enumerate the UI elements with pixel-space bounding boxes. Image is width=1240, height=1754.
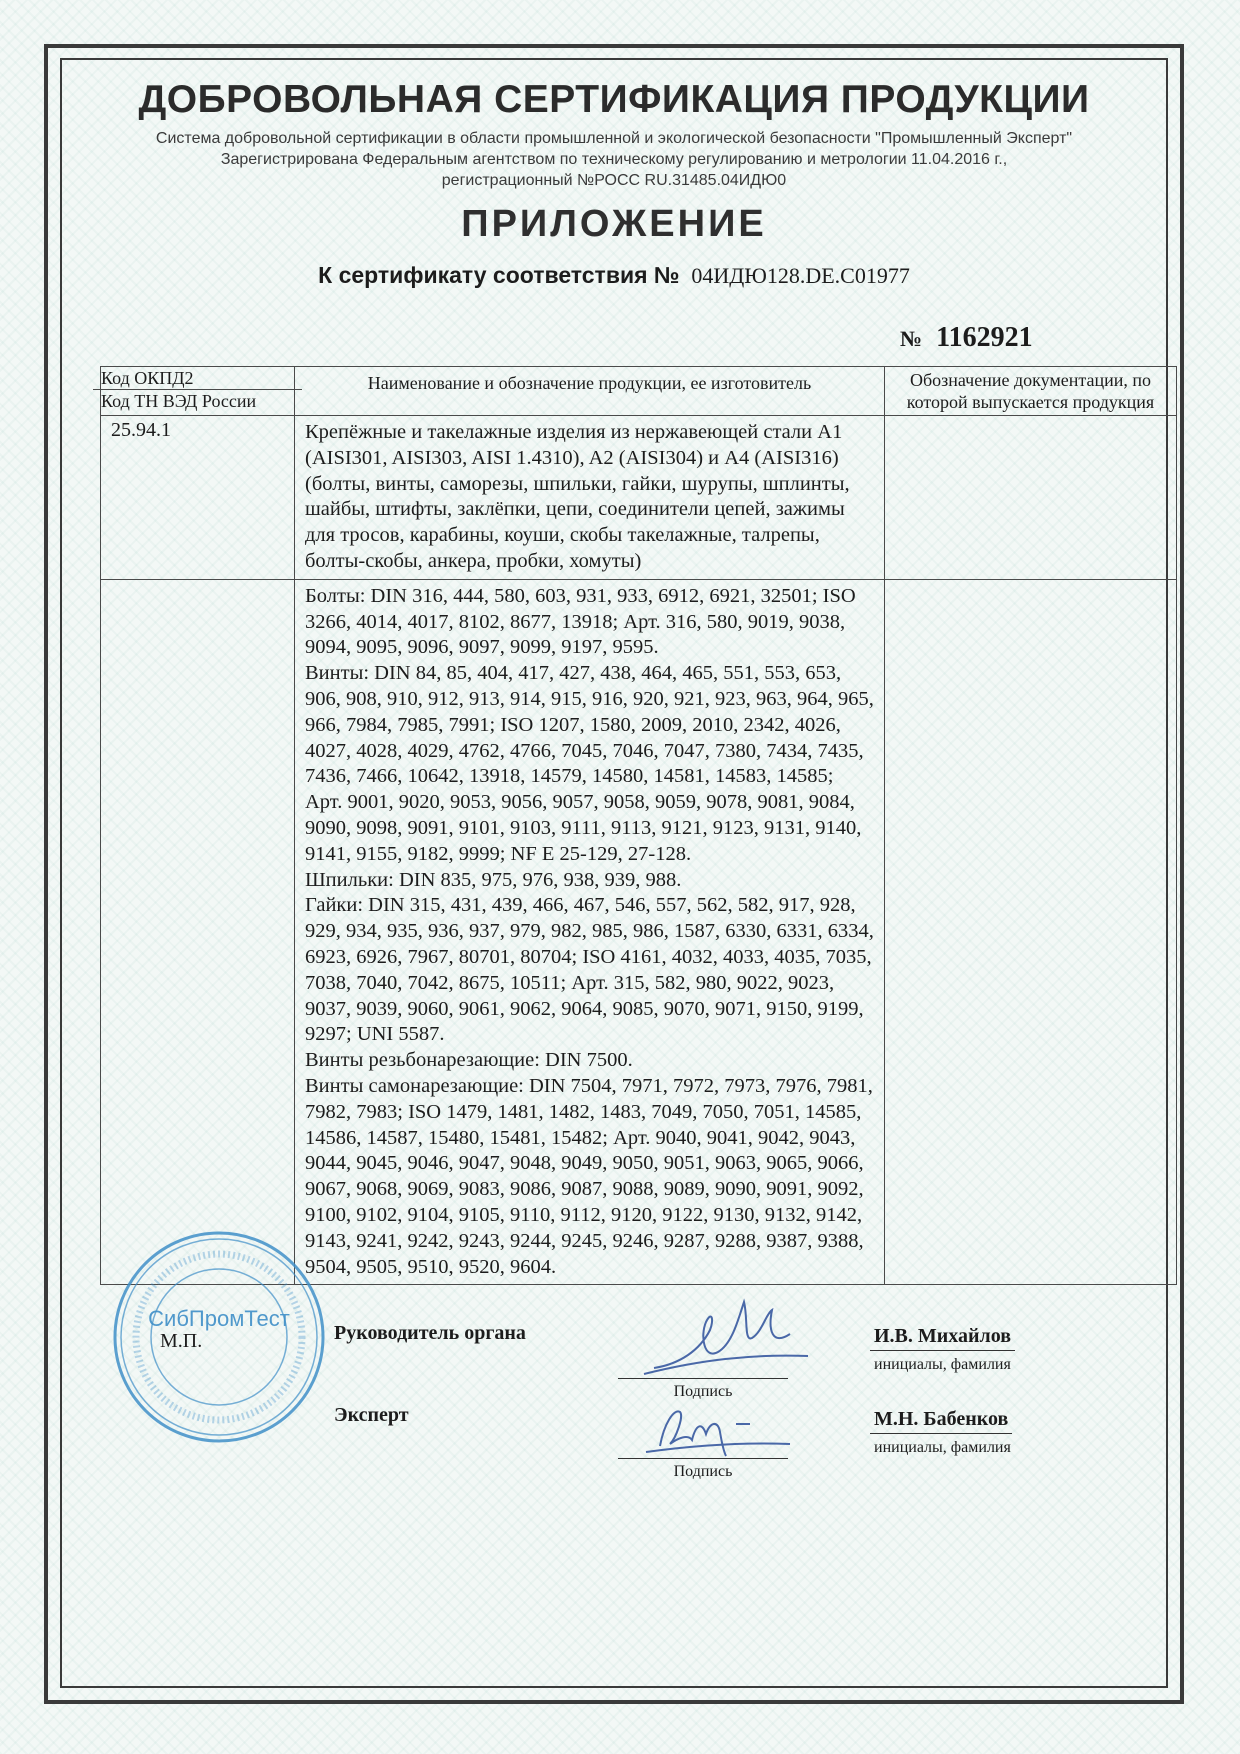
head-role: Руководитель органа [334,1322,526,1344]
expert-role: Эксперт [334,1404,409,1426]
certificate-label: К сертификату соответствия № [318,262,680,288]
tnved-header: Код ТН ВЭД России [101,391,257,411]
self-tapping-screws-standards: Винты самонарезающие: DIN 7504, 7971, 7972, 7973, 7976, 7981, 7982, 7983; ISO 1479, 1481, 1482, 1483, 7049, 7050, 7051, 14585, 14586, 14587, 15480, 15481, 15482; Арт. 9040, 9041, 9042, 9043, 9044, 9045, 9046, 9047, 9048, 9049, 9050, 9051, 9063, 9065, 9066, 9067, 9068, 9069, 9083, 9086, 9087, 9088, 9089, 9090, 9091, 9092, 9100, 9102, 9104, 9105, 9110, 9112, 9120, 9122, 9130, 9132, 9142, 9143, 9241, 9242, 9243, 9244, 9245, 9246, 9287, 9288, 9387, 9388, 9504, 9505, 9510, 9520, 9604. [305,1074,873,1278]
table-header-row [101,367,1177,416]
system-line-3: регистрационный №РОСС RU.31485.04ИДЮ0 [441,172,787,189]
system-line-1: Система добровольной сертификации в области промышленной и экологической безопасности "Промышленный Эксперт" [155,130,1073,147]
documentation-cell [885,579,1177,1285]
system-line-2: Зарегистрирована Федеральным агентством по техническому регулированию и метрологии 11.04.2016 г., [220,151,1008,168]
okpd-code: 25.94.1 [101,416,295,580]
thread-cutting-screws-standards: Винты резьбонарезающие: DIN 7500. [305,1049,633,1072]
stamp-mark: М.П. [160,1330,203,1352]
code-header-cell [101,367,295,416]
certification-system-info [60,128,1168,191]
certificate-number: 04ИДЮ128.DE.C01977 [691,263,910,288]
form-number-label: № [900,326,923,351]
form-number-value: 1162921 [936,322,1033,353]
head-signature-caption: Подпись [673,1383,733,1400]
standards-list [295,579,885,1285]
appendix-title: ПРИЛОЖЕНИЕ [461,203,767,245]
okpd-header: Код ОКПД2 [101,368,194,388]
table-row [101,416,1177,580]
certificate-reference [60,262,1168,289]
product-description: Крепёжные и такелажные изделия из нержавеющей стали A1 (AISI301, AISI303, AISI 1.4310), A2 (AISI304) и A4 (AISI316) (болты, винты, саморезы, шпильки, гайки, шурупы, шплинты, шайбы, штифты, заклёпки, цепи, соединители цепей, зажимы для тросов, карабины, коуши, скобы такелажные, талрепы, болты-скобы, анкера, пробки, хомуты) [295,416,885,580]
head-name-caption: инициалы, фамилия [874,1356,1011,1373]
stamp-center-text: СибПромТест [148,1306,290,1331]
head-signature [640,1290,810,1382]
document-heading: ДОБРОВОЛЬНАЯ СЕРТИФИКАЦИЯ ПРОДУКЦИИ [138,78,1090,121]
head-name: И.В. Михайлов [870,1325,1015,1351]
stamp-outer-ring [115,1233,323,1441]
form-number [900,322,1033,354]
studs-standards: Шпильки: DIN 835, 975, 976, 938, 939, 988. [305,868,682,891]
expert-signature [640,1394,800,1460]
product-name-header: Наименование и обозначение продукции, ее изготовитель [295,367,885,416]
screws-standards: Винты: DIN 84, 85, 404, 417, 427, 438, 464, 465, 551, 553, 653, 906, 908, 910, 912, 913, 914, 915, 916, 920, 921, 923, 963, 964, 965, 966, 7984, 7985, 7991; ISO 1207, 1580, 2009, 2010, 2342, 4026, 4027, 4028, 4029, 4762, 4766, 7045, 7046, 7047, 7380, 7434, 7435, 7436, 7466, 10642, 13918, 14579, 14580, 14581, 14583, 14585; Арт. 9001, 9020, 9053, 9056, 9057, 9058, 9059, 9078, 9081, 9084, 9090, 9098, 9091, 9101, 9103, 9111, 9113, 9121, 9123, 9131, 9140, 9141, 9155, 9182, 9999; NF E 25-129, 27-128. [305,662,874,865]
expert-name: М.Н. Бабенков [870,1408,1012,1434]
nuts-standards: Гайки: DIN 315, 431, 439, 466, 467, 546, 557, 562, 582, 917, 928, 929, 934, 935, 936, 937, 979, 982, 985, 986, 1587, 6330, 6331, 6334, 6923, 6926, 7967, 80701, 80704; ISO 4161, 4032, 4033, 4035, 7035, 7038, 7040, 7042, 8675, 10511; Арт. 315, 582, 980, 9022, 9023, 9037, 9039, 9060, 9061, 9062, 9064, 9085, 9070, 9071, 9150, 9199, 9297; UNI 5587. [305,894,874,1046]
expert-name-caption: инициалы, фамилия [874,1439,1011,1456]
documentation-cell [885,416,1177,580]
expert-signature-caption: Подпись [673,1463,733,1480]
products-table [100,366,1177,1285]
bolts-standards: Болты: DIN 316, 444, 580, 603, 931, 933, 6912, 6921, 32501; ISO 3266, 4014, 4017, 8102, 8677, 13918; Арт. 316, 580, 9019, 9038, 9094, 9095, 9096, 9097, 9099, 9197, 9595. [305,584,856,659]
code-cell-empty [101,579,295,1285]
documentation-header: Обозначение документации, по которой выпускается продукция [885,367,1177,416]
table-row [101,579,1177,1285]
organization-stamp [108,1226,330,1448]
